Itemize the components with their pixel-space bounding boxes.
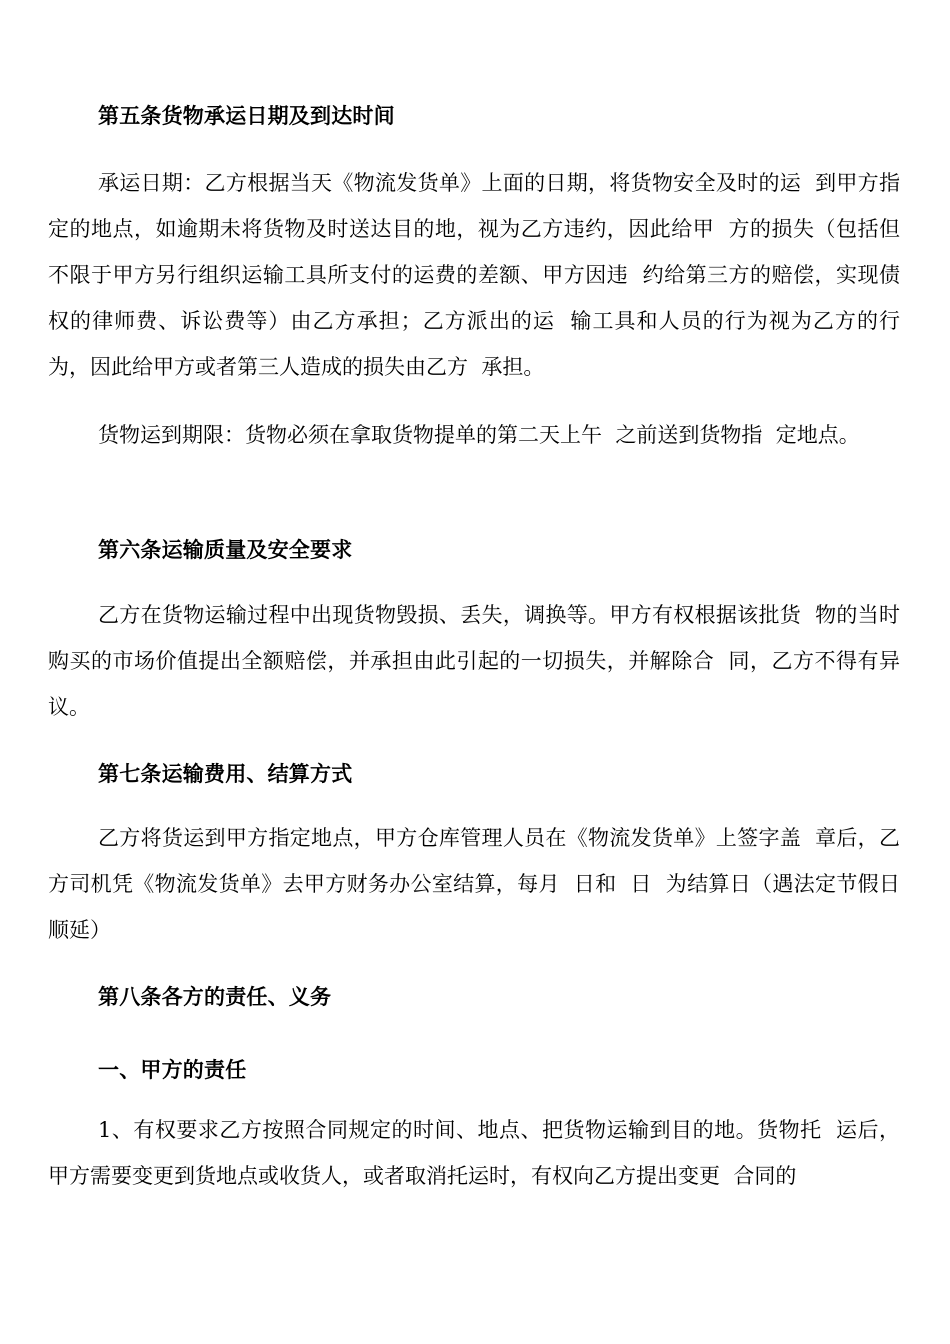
section-5-heading: 第五条货物承运日期及到达时间	[98, 103, 395, 128]
subsection-1-heading: 一、甲方的责任	[98, 1057, 247, 1082]
section-5-paragraph-2: 货物运到期限：货物必须在拿取货物提单的第二天上午 之前送到货物指 定地点。	[98, 423, 860, 447]
section-6-paragraph-1: 乙方在货物运输过程中出现货物毁损、丢失，调换等。甲方有权根据该批货 物的当时购买的市场价值提出全额赔偿，并承担由此引起的一切损失，并解除合 同，乙方不得有异议。	[48, 603, 900, 719]
section-7-paragraph-1: 乙方将货运到甲方指定地点，甲方仓库管理人员在《物流发货单》上签字盖 章后，乙方司机凭《物流发货单》去甲方财务办公室结算，每月 日和 日 为结算日（遇法定节假日顺延）	[48, 826, 900, 942]
section-8-heading: 第八条各方的责任、义务	[98, 984, 332, 1009]
section-5-paragraph-1: 承运日期：乙方根据当天《物流发货单》上面的日期，将货物安全及时的运 到甲方指定的地点，如逾期未将货物及时送达目的地，视为乙方违约，因此给甲 方的损失（包括但不限于甲方另行组织运输工具所支付的运费的差额、甲方因违 约给第三方的赔偿，实现债权的律师费、诉讼费等）由乙方承担；乙方派出的运 输工具和人员的行为视为乙方的行为，因此给甲方或者第三人造成的损失由乙方 承担。	[48, 171, 900, 379]
section-7-heading: 第七条运输费用、结算方式	[98, 761, 353, 786]
section-6-heading: 第六条运输质量及安全要求	[98, 537, 353, 562]
item-1-paragraph: 1、有权要求乙方按照合同规定的时间、地点、把货物运输到目的地。货物托 运后，甲方需要变更到货地点或收货人，或者取消托运时，有权向乙方提出变更 合同的	[48, 1118, 900, 1188]
